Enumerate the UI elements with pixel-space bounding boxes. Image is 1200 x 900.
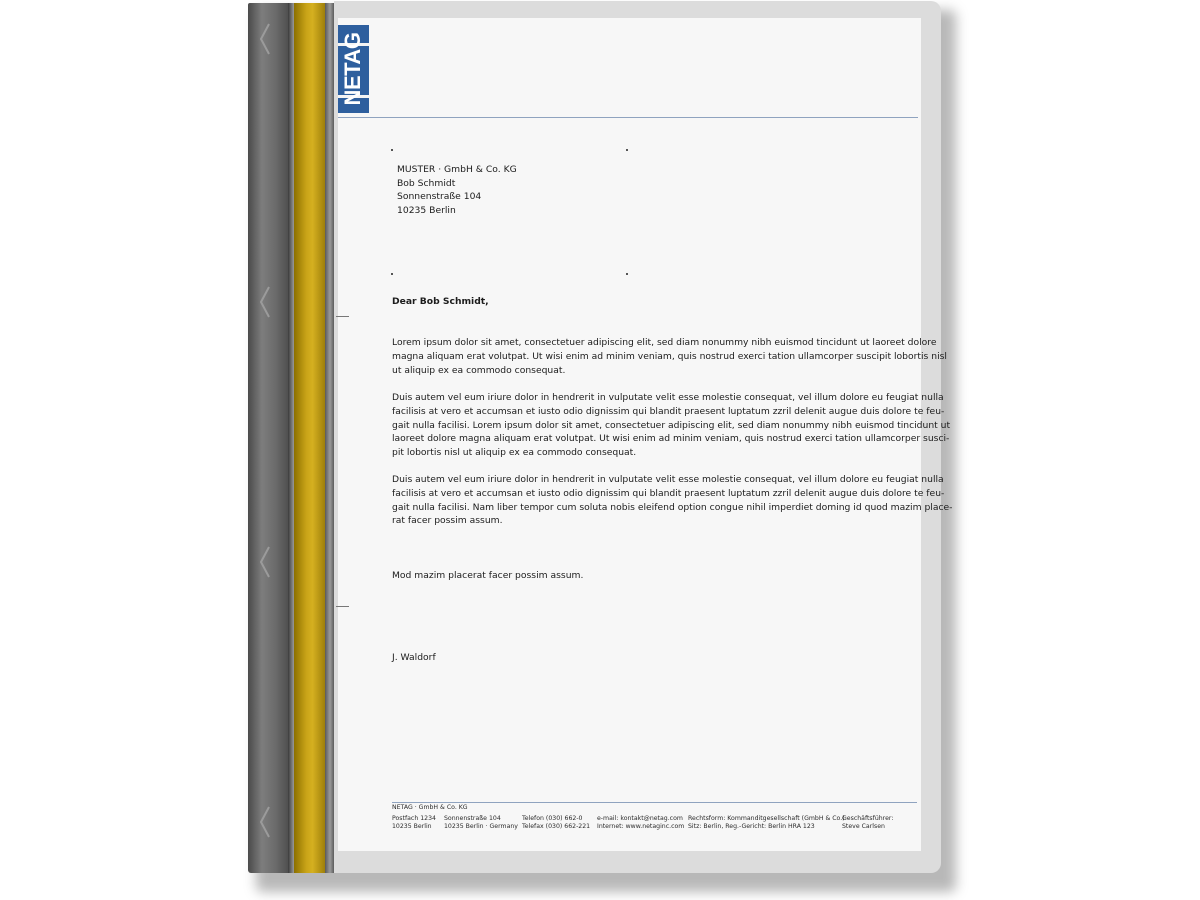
cover-embossing	[300, 685, 314, 835]
body-line: gait nulla facilisi. Lorem ipsum dolor sit amet, consectetuer adipiscing elit, sed diam nonummy nibh euismod tincidunt ut	[392, 420, 951, 431]
body-line: Lorem ipsum dolor sit amet, consectetuer adipiscing elit, sed diam nonummy nibh euismod tincidunt ut laoreet dolore	[392, 337, 937, 348]
address-corner-mark	[391, 273, 393, 275]
fold-mark	[336, 316, 349, 317]
footer-street: Sonnenstraße 104	[444, 815, 501, 822]
recipient-line: MUSTER · GmbH & Co. KG	[397, 164, 517, 175]
footer-postbox-city: 10235 Berlin	[392, 823, 432, 830]
body-line: gait nulla facilisi. Nam liber tempor cum soluta nobis eleifend option congue nihil imperdiet doming id quod mazim place-	[392, 502, 953, 513]
body-line: pit lobortis nisl ut aliquip ex ea commodo consequat.	[392, 447, 637, 458]
body-line: ut aliquip ex ea commodo consequat.	[392, 365, 566, 376]
header-rule	[338, 117, 918, 118]
footer-city: 10235 Berlin · Germany	[444, 823, 518, 830]
closing-line: Mod mazim placerat facer possim assum.	[392, 570, 584, 581]
footer-rule	[392, 802, 917, 803]
salutation: Dear Bob Schmidt,	[392, 296, 489, 307]
footer-website: Internet: www.netaginc.com	[597, 823, 685, 830]
spine-notch-icon	[258, 805, 272, 839]
recipient-line: Sonnenstraße 104	[397, 191, 482, 202]
spine-notch-icon	[258, 545, 272, 579]
spine-notch-icon	[258, 22, 272, 56]
body-line: Duis autem vel eum iriure dolor in hendrerit in vulputate velit esse molestie consequat, vel illum dolore eu feugiat nulla	[392, 392, 944, 403]
company-logo	[338, 25, 369, 113]
footer-manager-name: Steve Carlsen	[842, 823, 885, 830]
footer-email: e-mail: kontakt@netag.com	[597, 815, 683, 822]
footer-company: NETAG · GmbH & Co. KG	[392, 804, 468, 811]
spine-notch-icon	[258, 285, 272, 319]
folder-spine	[248, 3, 288, 873]
recipient-line: Bob Schmidt	[397, 178, 456, 189]
body-line: facilisis at vero et accumsan et iusto odio dignissim qui blandit praesent luptatum zzril delenit augue duis dolore te feu-	[392, 406, 945, 417]
body-line: facilisis at vero et accumsan et iusto odio dignissim qui blandit praesent luptatum zzril delenit augue duis dolore te feu-	[392, 488, 945, 499]
body-line: rat facer possim assum.	[392, 515, 503, 526]
footer-fax: Telefax (030) 662-221	[522, 823, 591, 830]
logo-text: NETAG	[340, 32, 365, 106]
body-line: magna aliquam erat volutpat. Ut wisi enim ad minim veniam, quis nostrud exerci tation ullamcorper suscipit lobortis nisl	[392, 351, 947, 362]
address-corner-mark	[391, 149, 393, 151]
address-corner-mark	[626, 273, 628, 275]
body-line: laoreet dolore magna aliquam erat volutpat. Ut wisi enim ad minim veniam, quis nostrud exerci tation ullamcorper susci-	[392, 433, 950, 444]
footer-manager-label: Geschäftsführer:	[842, 815, 894, 822]
recipient-line: 10235 Berlin	[397, 205, 456, 216]
footer-phone: Telefon (030) 662-0	[522, 815, 583, 822]
footer-postbox: Postfach 1234	[392, 815, 436, 822]
body-line: Duis autem vel eum iriure dolor in hendrerit in vulputate velit esse molestie consequat, vel illum dolore eu feugiat nulla	[392, 474, 944, 485]
footer-legal-form: Rechtsform: Kommanditgesellschaft (GmbH & Co.)	[688, 815, 845, 822]
address-corner-mark	[626, 149, 628, 151]
signature: J. Waldorf	[392, 652, 436, 663]
footer-registry: Sitz: Berlin, Reg.-Gericht: Berlin HRA 123	[688, 823, 815, 830]
fold-mark	[336, 606, 349, 607]
